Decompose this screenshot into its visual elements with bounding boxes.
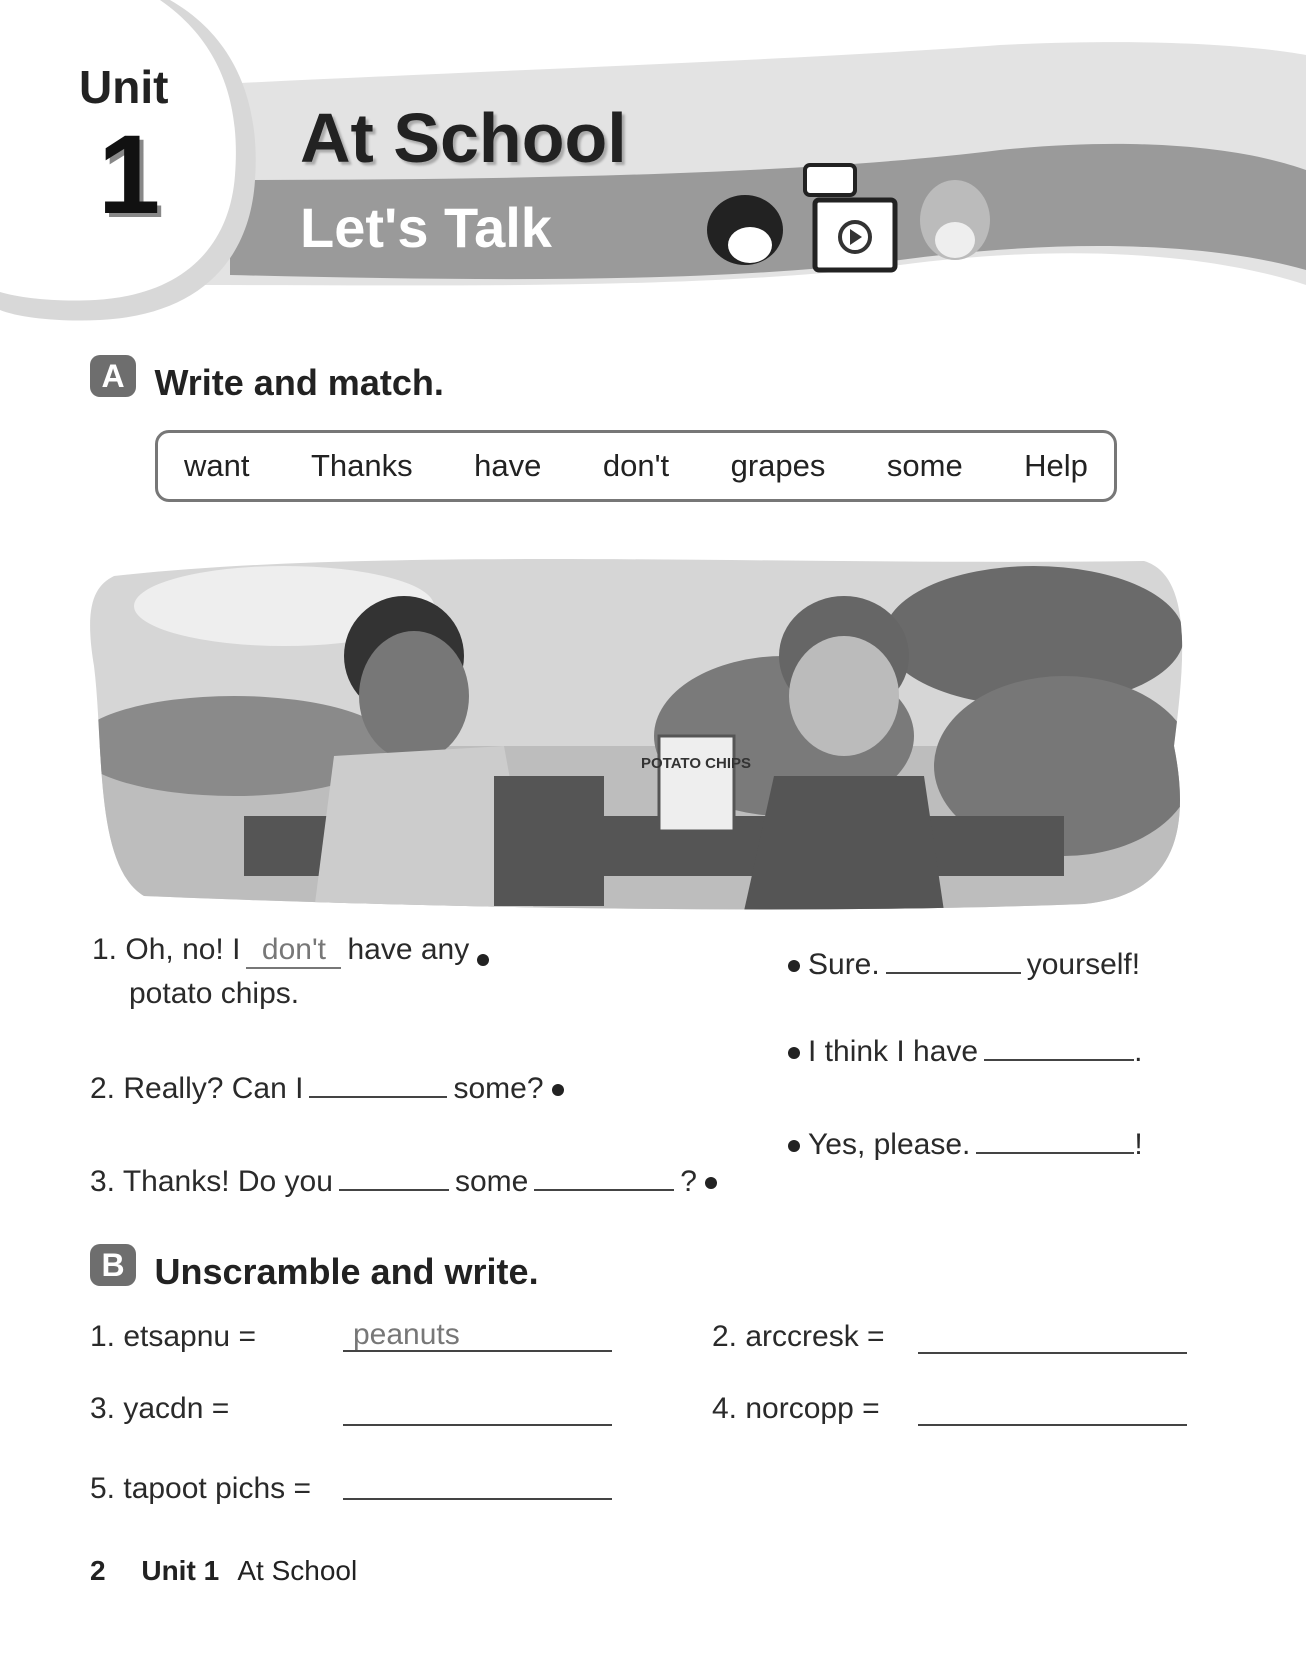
word-bank xyxy=(155,430,1117,502)
unscramble-answer-1[interactable]: peanuts xyxy=(343,1318,612,1352)
scene-illustration xyxy=(84,546,1194,911)
match-dot[interactable] xyxy=(788,1140,800,1152)
header-banner xyxy=(0,0,1306,340)
answer-blank[interactable] xyxy=(339,1163,449,1191)
dialogue-text: some? xyxy=(453,1072,544,1105)
dialogue-text: some xyxy=(454,1165,529,1198)
footer-title: At School xyxy=(237,1555,358,1586)
dialogue-text: Thanks! Do you xyxy=(122,1165,333,1198)
dialogue-1-line2: potato chips. xyxy=(129,977,300,1010)
word-bank-item: have xyxy=(474,448,542,483)
unscramble-item-3-label: 3. yacdn = xyxy=(90,1392,230,1425)
unscramble-answer-5[interactable] xyxy=(343,1464,612,1500)
item-number: 3. xyxy=(90,1165,116,1198)
dialogue-text: Oh, no! I xyxy=(125,933,241,966)
answer-blank[interactable] xyxy=(886,946,1021,974)
dialogue-3 xyxy=(90,1163,725,1199)
page-subtitle: Let's Talk xyxy=(300,196,552,259)
dialogue-1 xyxy=(92,933,497,969)
section-b-badge: B xyxy=(90,1244,136,1286)
answer-blank[interactable] xyxy=(984,1033,1134,1061)
match-dot[interactable] xyxy=(788,1047,800,1059)
word-bank-item: Help xyxy=(1024,448,1088,483)
word-bank-item: want xyxy=(184,448,250,483)
match-dot[interactable] xyxy=(552,1084,564,1096)
section-b-instruction: Unscramble and write. xyxy=(154,1250,539,1292)
word-bank-item: don't xyxy=(602,448,670,483)
unscramble-answer-4[interactable] xyxy=(918,1390,1187,1426)
answer-blank[interactable] xyxy=(976,1126,1134,1154)
response-text: ! xyxy=(1134,1128,1143,1161)
response-2 xyxy=(780,1033,1142,1069)
match-dot[interactable] xyxy=(788,960,800,972)
dialogue-text: Really? Can I xyxy=(123,1072,304,1105)
response-3 xyxy=(780,1126,1143,1162)
page-footer xyxy=(90,1555,357,1587)
unscramble-item-2-label: 2. arccresk = xyxy=(712,1320,885,1353)
unscramble-answer-2[interactable] xyxy=(918,1318,1187,1354)
unscramble-item-5-label: 5. tapoot pichs = xyxy=(90,1472,311,1505)
word-bank-item: grapes xyxy=(730,448,826,483)
unit-label: Unit xyxy=(79,61,169,113)
unscramble-item-4-label: 4. norcopp = xyxy=(712,1392,880,1425)
section-a-badge: A xyxy=(90,355,136,397)
match-dot[interactable] xyxy=(705,1177,717,1189)
unit-number: 1 xyxy=(98,112,161,237)
unscramble-answer-3[interactable] xyxy=(343,1390,612,1426)
unscramble-item-1-label: 1. etsapnu = xyxy=(90,1320,256,1353)
dialogue-text: ? xyxy=(680,1165,697,1198)
cats-illustration xyxy=(665,155,1025,280)
footer-unit: Unit 1 xyxy=(141,1555,220,1586)
word-bank-item: Thanks xyxy=(310,448,413,483)
dialogue-text: have any xyxy=(347,933,470,966)
section-a-instruction: Write and match. xyxy=(154,361,444,403)
response-text: Yes, please. xyxy=(808,1128,971,1161)
word-bank-item: some xyxy=(886,448,963,483)
response-text: . xyxy=(1134,1035,1143,1068)
answer-example: don't xyxy=(246,933,341,969)
response-text: I think I have xyxy=(808,1035,979,1068)
chips-bag-label: POTATO CHIPS xyxy=(640,755,752,772)
match-dot[interactable] xyxy=(477,954,489,966)
response-text: Sure. xyxy=(808,948,880,981)
page-number: 2 xyxy=(90,1555,106,1586)
section-b-header xyxy=(90,1244,539,1293)
answer-blank[interactable] xyxy=(309,1070,447,1098)
response-1 xyxy=(780,946,1140,982)
section-a-header xyxy=(90,355,444,404)
response-text: yourself! xyxy=(1026,948,1141,981)
dialogue-2 xyxy=(90,1070,572,1106)
item-number: 1. xyxy=(92,933,118,966)
page-title: At School xyxy=(300,99,627,177)
item-number: 2. xyxy=(90,1072,116,1105)
answer-blank[interactable] xyxy=(534,1163,674,1191)
